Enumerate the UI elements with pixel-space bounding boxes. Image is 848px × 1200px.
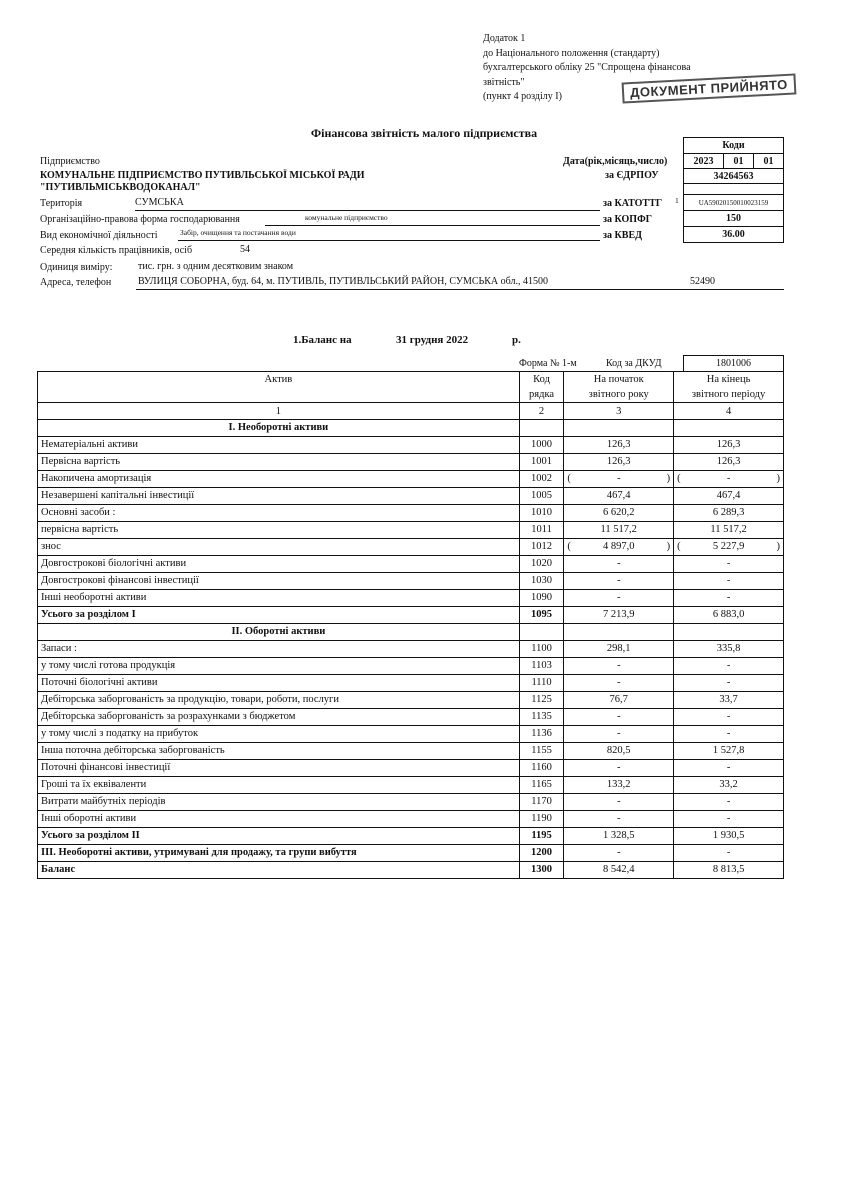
row-value-start: - <box>564 590 674 607</box>
legal-form-underline <box>265 225 600 226</box>
territory-label: Територія <box>40 198 83 209</box>
row-value-end: - <box>674 590 784 607</box>
row-value-start <box>564 539 674 556</box>
table-row <box>38 777 784 794</box>
row-value-start: - <box>564 726 674 743</box>
paren-value: - <box>616 473 621 484</box>
date-day: 01 <box>753 153 784 169</box>
row-label: Поточні фінансові інвестиції <box>38 760 520 777</box>
row-value-start: 298,1 <box>564 641 674 658</box>
balance-date: 31 грудня 2022 <box>396 334 469 346</box>
kopfg-label: за КОПФГ <box>603 214 653 225</box>
row-code: 1000 <box>519 437 564 454</box>
table-row <box>38 743 784 760</box>
kved-label: за КВЕД <box>603 230 642 241</box>
header-asset: Актив <box>38 372 520 403</box>
row-value-end: 1 930,5 <box>674 828 784 845</box>
table-row <box>38 709 784 726</box>
paren-close: ) <box>776 473 780 484</box>
row-value-end: - <box>674 811 784 828</box>
row-value-start: 820,5 <box>564 743 674 760</box>
address-underline <box>136 289 784 290</box>
balance-date-suffix: р. <box>512 334 521 346</box>
row-label: Інші оборотні активи <box>38 811 520 828</box>
row-value-end <box>674 471 784 488</box>
row-label: Баланс <box>38 862 520 879</box>
unit-value: тис. грн. з одним десятковим знаком <box>138 261 294 272</box>
row-label: Поточні біологічні активи <box>38 675 520 692</box>
table-header-row <box>38 372 784 403</box>
table-row <box>38 488 784 505</box>
row-code: 1012 <box>519 539 564 556</box>
row-value-end: 6 883,0 <box>674 607 784 624</box>
row-code: 1005 <box>519 488 564 505</box>
table-row <box>38 726 784 743</box>
row-value-start: 7 213,9 <box>564 607 674 624</box>
row-value-start: - <box>564 675 674 692</box>
row-value-start <box>564 471 674 488</box>
row-label: Витрати майбутніх періодів <box>38 794 520 811</box>
addendum-line: звітність" <box>483 76 525 88</box>
row-label: первісна вартість <box>38 522 520 539</box>
empty-cell <box>519 420 564 437</box>
col-number: 3 <box>564 403 674 420</box>
row-value-start: - <box>564 794 674 811</box>
date-label: Дата(рік,місяць,число) <box>563 156 668 167</box>
section-title: II. Оборотні активи <box>38 624 520 641</box>
balance-table <box>37 371 784 879</box>
table-row <box>38 505 784 522</box>
row-code: 1165 <box>519 777 564 794</box>
col-number: 1 <box>38 403 520 420</box>
table-row <box>38 539 784 556</box>
empty-cell <box>519 624 564 641</box>
row-value-end: 467,4 <box>674 488 784 505</box>
column-number-row <box>38 403 784 420</box>
territory-underline <box>135 210 600 211</box>
addendum-line: (пункт 4 розділу I) <box>483 91 562 102</box>
row-label: Усього за розділом II <box>38 828 520 845</box>
katottg-label: за КАТОТТГ <box>603 198 663 209</box>
row-label: Інша поточна дебіторська заборгованість <box>38 743 520 760</box>
paren-value: - <box>726 473 731 484</box>
row-value-start: 1 328,5 <box>564 828 674 845</box>
report-title: Фінансова звітність малого підприємства <box>310 126 538 140</box>
employees-value: 54 <box>240 244 250 255</box>
row-code: 1010 <box>519 505 564 522</box>
row-value-start: 467,4 <box>564 488 674 505</box>
row-code: 1011 <box>519 522 564 539</box>
enterprise-label: Підприємство <box>40 156 100 167</box>
table-row <box>38 675 784 692</box>
accepted-stamp: ДОКУМЕНТ ПРИЙНЯТО <box>622 73 797 103</box>
address-value: ВУЛИЦЯ СОБОРНА, буд. 64, м. ПУТИВЛЬ, ПУТИВЛЬСЬКИЙ РАЙОН, СУМСЬКА обл., 41500 <box>138 276 548 287</box>
row-code: 1135 <box>519 709 564 726</box>
table-row <box>38 862 784 879</box>
row-value-start: 6 620,2 <box>564 505 674 522</box>
row-value-start: - <box>564 709 674 726</box>
table-row <box>38 471 784 488</box>
paren-close: ) <box>776 541 780 552</box>
address-label: Адреса, телефон <box>40 277 112 288</box>
table-row <box>38 658 784 675</box>
table-row <box>38 794 784 811</box>
territory-value: СУМСЬКА <box>135 197 184 208</box>
header-code-line1: Код <box>533 374 550 385</box>
header-code <box>519 372 564 403</box>
table-row <box>38 454 784 471</box>
row-code: 1001 <box>519 454 564 471</box>
row-value-start: 11 517,2 <box>564 522 674 539</box>
row-label: Незавершені капітальні інвестиції <box>38 488 520 505</box>
activity-value: Забір, очищення та постачання води <box>180 228 296 237</box>
row-value-end: - <box>674 726 784 743</box>
balance-title: 1.Баланс на <box>293 334 352 346</box>
table-row <box>38 811 784 828</box>
row-code: 1125 <box>519 692 564 709</box>
legal-form-label: Організаційно-правова форма господарювання <box>40 214 240 225</box>
table-row <box>38 641 784 658</box>
katottg-code: UA59020150010023159 <box>683 194 784 211</box>
row-code: 1030 <box>519 573 564 590</box>
row-value-start: 133,2 <box>564 777 674 794</box>
row-value-start: - <box>564 811 674 828</box>
dkud-label: Код за ДКУД <box>606 358 662 369</box>
row-value-end: 6 289,3 <box>674 505 784 522</box>
row-code: 1300 <box>519 862 564 879</box>
katottg-footnote: 1 <box>675 196 679 205</box>
header-end-line1: На кінець <box>706 374 751 385</box>
activity-underline <box>178 240 600 241</box>
header-end <box>674 372 784 403</box>
row-label: Інші необоротні активи <box>38 590 520 607</box>
paren-open: ( <box>677 473 681 484</box>
row-code: 1170 <box>519 794 564 811</box>
dkud-code: 1801006 <box>683 355 784 372</box>
paren-close: ) <box>666 541 671 552</box>
section-title: I. Необоротні активи <box>38 420 520 437</box>
addendum-line: до Національного положення (стандарту) <box>483 47 660 59</box>
col-number: 4 <box>674 403 784 420</box>
table-row <box>38 828 784 845</box>
table-row <box>38 522 784 539</box>
empty-cell <box>674 420 784 437</box>
row-code: 1095 <box>519 607 564 624</box>
kved-code: 36.00 <box>683 226 784 243</box>
section-row <box>38 420 784 437</box>
row-label: Усього за розділом I <box>38 607 520 624</box>
row-value-end: 1 527,8 <box>674 743 784 760</box>
codes-header: Коди <box>683 137 784 154</box>
row-value-start: - <box>564 845 674 862</box>
row-value-end: 335,8 <box>674 641 784 658</box>
row-code: 1190 <box>519 811 564 828</box>
empty-cell <box>674 624 784 641</box>
table-row <box>38 556 784 573</box>
row-label: Нематеріальні активи <box>38 437 520 454</box>
enterprise-name-line2: "ПУТИВЛЬМІСЬКВОДОКАНАЛ" <box>40 182 201 193</box>
row-code: 1090 <box>519 590 564 607</box>
paren-value: 5 227,9 <box>712 541 745 552</box>
row-code: 1155 <box>519 743 564 760</box>
row-value-end: - <box>674 845 784 862</box>
row-value-start: 76,7 <box>564 692 674 709</box>
row-code: 1020 <box>519 556 564 573</box>
row-label: знос <box>38 539 520 556</box>
row-code: 1160 <box>519 760 564 777</box>
row-value-start: 126,3 <box>564 437 674 454</box>
header-start-line1: На початок <box>593 374 644 385</box>
header-end-line2: звітного періоду <box>691 389 766 400</box>
row-value-end: 126,3 <box>674 454 784 471</box>
paren-close: ) <box>666 473 671 484</box>
row-value-end: 11 517,2 <box>674 522 784 539</box>
empty-cell <box>564 624 674 641</box>
col-number: 2 <box>519 403 564 420</box>
row-value-end: 33,2 <box>674 777 784 794</box>
row-value-end: - <box>674 573 784 590</box>
row-value-start: - <box>564 760 674 777</box>
row-label: Накопичена амортизація <box>38 471 520 488</box>
legal-form-value: комунальне підприємство <box>305 213 388 222</box>
row-code: 1103 <box>519 658 564 675</box>
paren-open: ( <box>567 473 571 484</box>
row-value-end: 33,7 <box>674 692 784 709</box>
edrpou-code: 34264563 <box>683 168 784 184</box>
enterprise-name-line1: КОМУНАЛЬНЕ ПІДПРИЄМСТВО ПУТИВЛЬСЬКОЇ МІСЬКОЇ РАДИ <box>40 170 365 181</box>
table-row <box>38 760 784 777</box>
table-row <box>38 590 784 607</box>
header-start-line2: звітного року <box>588 389 649 400</box>
row-value-start: - <box>564 658 674 675</box>
row-code: 1002 <box>519 471 564 488</box>
row-value-end: - <box>674 794 784 811</box>
row-label: Гроші та їх еквіваленти <box>38 777 520 794</box>
date-year: 2023 <box>683 153 724 169</box>
row-label: у тому числі готова продукція <box>38 658 520 675</box>
row-code: 1110 <box>519 675 564 692</box>
row-value-end: - <box>674 675 784 692</box>
table-row <box>38 573 784 590</box>
header-code-line2: рядка <box>529 389 555 400</box>
paren-value: 4 897,0 <box>602 541 635 552</box>
activity-label: Вид економічної діяльності <box>40 230 158 241</box>
row-code: 1200 <box>519 845 564 862</box>
empty-cell <box>564 420 674 437</box>
table-row <box>38 437 784 454</box>
row-value-end <box>674 539 784 556</box>
row-label: Довгострокові біологічні активи <box>38 556 520 573</box>
row-label: Запаси : <box>38 641 520 658</box>
row-value-start: - <box>564 573 674 590</box>
paren-open: ( <box>567 541 571 552</box>
row-label: III. Необоротні активи, утримувані для продажу, та групи вибуття <box>38 845 520 862</box>
row-label: у тому числі з податку на прибуток <box>38 726 520 743</box>
address-phone: 52490 <box>690 276 715 287</box>
row-value-start: 126,3 <box>564 454 674 471</box>
kopfg-code: 150 <box>683 210 784 227</box>
employees-label: Середня кількість працівників, осіб <box>40 245 193 256</box>
form-label: Форма № 1-м <box>519 358 577 369</box>
table-row <box>38 692 784 709</box>
addendum-line: Додаток 1 <box>483 33 526 44</box>
section-row <box>38 624 784 641</box>
addendum-line: бухгалтерського обліку 25 "Спрощена фінансова <box>483 62 691 73</box>
row-value-end: - <box>674 658 784 675</box>
row-value-end: 126,3 <box>674 437 784 454</box>
row-value-end: - <box>674 760 784 777</box>
row-value-start: - <box>564 556 674 573</box>
row-label: Дебіторська заборгованість за розрахунками з бюджетом <box>38 709 520 726</box>
row-code: 1136 <box>519 726 564 743</box>
table-row <box>38 607 784 624</box>
row-code: 1100 <box>519 641 564 658</box>
table-row <box>38 845 784 862</box>
row-label: Первісна вартість <box>38 454 520 471</box>
row-value-end: - <box>674 556 784 573</box>
row-code: 1195 <box>519 828 564 845</box>
paren-open: ( <box>677 541 681 552</box>
edrpou-label: за ЄДРПОУ <box>605 170 659 181</box>
row-label: Довгострокові фінансові інвестиції <box>38 573 520 590</box>
date-month: 01 <box>723 153 754 169</box>
row-value-end: 8 813,5 <box>674 862 784 879</box>
row-value-end: - <box>674 709 784 726</box>
row-value-start: 8 542,4 <box>564 862 674 879</box>
header-start <box>564 372 674 403</box>
row-label: Дебіторська заборгованість за продукцію, товари, роботи, послуги <box>38 692 520 709</box>
row-label: Основні засоби : <box>38 505 520 522</box>
unit-label: Одиниця виміру: <box>40 262 113 273</box>
